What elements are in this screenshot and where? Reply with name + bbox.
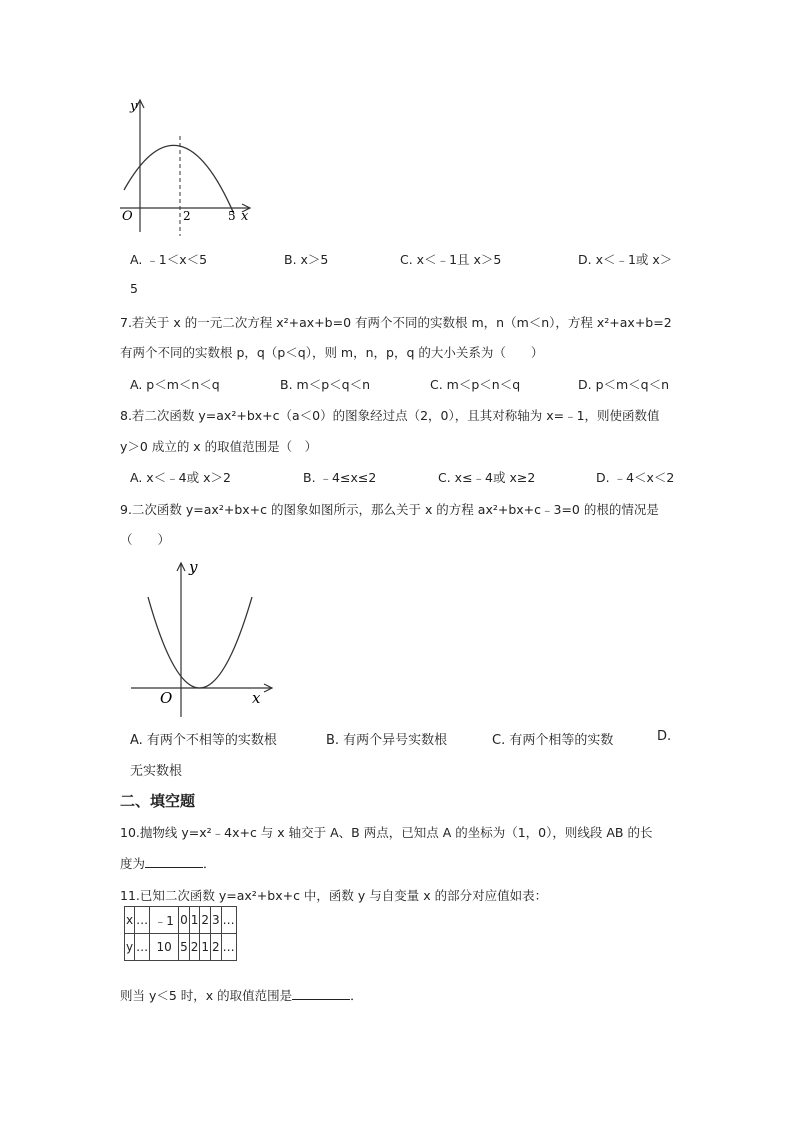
q6-option-d-continued: 5: [130, 281, 138, 296]
q7-stem-line1: 7.若关于 x 的一元二次方程 x²+ax+b=0 有两个不同的实数根 m，n（m＜n），方程 x²+ax+b=2: [120, 315, 672, 330]
q8-stem-line1: 8.若二次函数 y=ax²+bx+c（a＜0）的图象经过点（2，0），且其对称轴为 x=﹣1，则使函数值: [120, 408, 660, 423]
q10-prefix: 度为: [120, 856, 146, 871]
q9-option-d-continued: 无实数根: [130, 764, 183, 779]
table-cell: 10: [150, 934, 179, 961]
q9-option-a[interactable]: A. 有两个不相等的实数根: [130, 733, 277, 748]
table-cell: 5: [179, 934, 190, 961]
parabola-graph-1: [110, 92, 260, 242]
table-cell: …: [135, 907, 150, 934]
graph1-tick-2: 2: [183, 209, 191, 223]
q11-prefix: 则当 y＜5 时，x 的取值范围是: [120, 988, 293, 1003]
q7-option-b[interactable]: B. m＜p＜q＜n: [280, 377, 370, 392]
graph2-parabola: [148, 597, 252, 688]
q11-stem-line1: 11.已知二次函数 y=ax²+bx+c 中，函数 y 与自变量 x 的部分对应值如表：: [120, 888, 548, 903]
q8-option-c[interactable]: C. x≤﹣4或 x≥2: [438, 470, 536, 485]
q11-suffix: ．: [350, 988, 363, 1003]
parabola-graph-2: [126, 555, 286, 720]
table-cell: 0: [179, 907, 190, 934]
q6-option-b[interactable]: B. x＞5: [284, 252, 329, 267]
q9-option-b[interactable]: B. 有两个异号实数根: [326, 733, 448, 748]
graph1-origin: O: [122, 209, 133, 224]
q11-value-table: [124, 906, 237, 961]
q10-suffix: ．: [203, 856, 216, 871]
graph1-tick-5: 5: [228, 209, 236, 223]
q9-option-d[interactable]: D.: [657, 729, 672, 744]
q11-question-line: [120, 986, 363, 1004]
table-cell: 2: [200, 907, 211, 934]
table-cell: …: [221, 934, 236, 961]
table-cell: 2: [189, 934, 200, 961]
table-cell: y: [125, 934, 135, 961]
q9-stem-line2: （ ）: [120, 532, 171, 547]
table-cell: …: [135, 934, 150, 961]
q9-stem-line1: 9.二次函数 y=ax²+bx+c 的图象如图所示，那么关于 x 的方程 ax²+bx+c﹣3=0 的根的情况是: [120, 502, 659, 517]
graph1-x-label: x: [241, 209, 249, 224]
graph2-origin: O: [160, 689, 173, 707]
q8-option-b[interactable]: B. ﹣4≤x≤2: [303, 470, 377, 485]
graph2-y-label: y: [189, 558, 198, 576]
q8-stem-line2: y＞0 成立的 x 的取值范围是（ ）: [120, 439, 318, 454]
q10-answer-blank[interactable]: [145, 855, 203, 868]
table-row: [125, 907, 237, 934]
q10-stem-line1: 10.抛物线 y=x²﹣4x+c 与 x 轴交于 A、B 两点，已知点 A 的坐标为（1，0），则线段 AB 的长: [120, 825, 653, 840]
table-cell: 1: [189, 907, 200, 934]
q7-stem-line2: 有两个不同的实数根 p，q（p＜q），则 m，n，p，q 的大小关系为（ ）: [120, 345, 544, 360]
graph2-x-label: x: [252, 689, 261, 707]
section-title-fill-in: 二、填空题: [120, 792, 196, 810]
table-cell: …: [221, 907, 236, 934]
table-cell: 3: [211, 907, 222, 934]
q8-option-d[interactable]: D. ﹣4＜x＜2: [596, 470, 675, 485]
q11-answer-blank[interactable]: [292, 987, 350, 1000]
q8-option-a[interactable]: A. x＜﹣4或 x＞2: [130, 470, 231, 485]
graph1-y-label: y: [130, 99, 138, 114]
q7-option-c[interactable]: C. m＜p＜n＜q: [430, 377, 521, 392]
q10-stem-line2: [120, 854, 216, 872]
q6-option-c[interactable]: C. x＜﹣1且 x＞5: [400, 252, 502, 267]
q9-option-c[interactable]: C. 有两个相等的实数: [492, 733, 614, 748]
table-cell: x: [125, 907, 135, 934]
table-cell: 2: [211, 934, 222, 961]
q7-option-a[interactable]: A. p＜m＜n＜q: [130, 377, 220, 392]
table-row: [125, 934, 237, 961]
q6-option-d[interactable]: D. x＜﹣1或 x＞: [578, 252, 673, 267]
table-cell: 1: [200, 934, 211, 961]
table-cell: ﹣1: [150, 907, 179, 934]
q7-option-d[interactable]: D. p＜m＜q＜n: [578, 377, 670, 392]
q6-option-a[interactable]: A. ﹣1＜x＜5: [130, 252, 208, 267]
